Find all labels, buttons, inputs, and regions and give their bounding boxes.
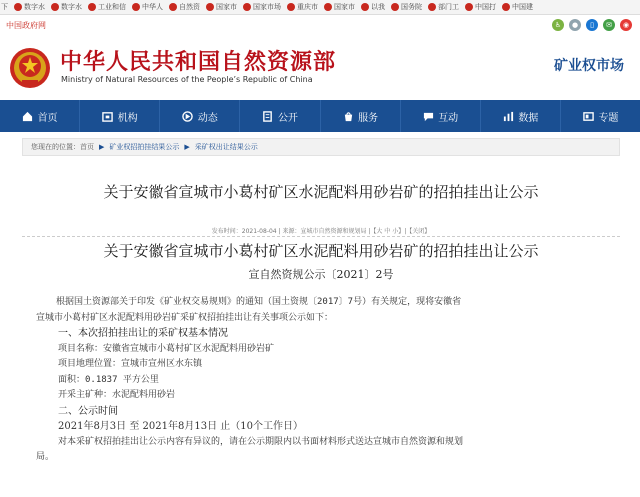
paragraph: 开采主矿种：水泥配料用砂岩 bbox=[58, 390, 176, 400]
bookmark-icon bbox=[14, 3, 22, 11]
national-emblem-icon bbox=[8, 44, 52, 92]
ministry-title-cn: 中华人民共和国自然资源部 bbox=[60, 50, 337, 75]
site-header bbox=[0, 35, 640, 100]
nav-label: 机构 bbox=[117, 112, 138, 124]
article-title: 关于安徽省宣城市小葛村矿区水泥配料用砂岩矿的招拍挂出让公示 bbox=[103, 183, 539, 201]
bookmark-icon bbox=[243, 3, 251, 11]
bookmark-icon bbox=[169, 3, 177, 11]
gov-portal-link[interactable]: 中国政府网 bbox=[6, 20, 46, 30]
bookmark-icon bbox=[465, 3, 473, 11]
top-bar bbox=[0, 15, 640, 35]
bookmark-item[interactable]: 工业和信 bbox=[85, 0, 129, 15]
document-title: 关于安徽省宣城市小葛村矿区水泥配料用砂岩矿的招拍挂出让公示 bbox=[103, 242, 539, 260]
bookmark-item[interactable]: 中华人 bbox=[129, 0, 166, 15]
wechat-icon[interactable]: ✉ bbox=[603, 19, 615, 31]
service-icon bbox=[342, 110, 354, 122]
bookmark-icon bbox=[88, 3, 96, 11]
divider bbox=[22, 236, 620, 237]
breadcrumb bbox=[22, 138, 620, 156]
bookmark-item[interactable]: 以我 bbox=[358, 0, 388, 15]
breadcrumb-separator-icon: ▶ bbox=[184, 143, 190, 151]
bookmark-item[interactable]: 国家市 bbox=[321, 0, 358, 15]
nav-organization[interactable] bbox=[80, 100, 160, 132]
bookmark-item[interactable]: 数字水 bbox=[11, 0, 48, 15]
bookmark-item[interactable]: 下 bbox=[1, 3, 8, 11]
nav-label: 互动 bbox=[438, 112, 459, 124]
mobile-icon[interactable]: ▯ bbox=[586, 19, 598, 31]
nav-label: 公开 bbox=[277, 112, 298, 124]
breadcrumb-separator-icon: ▶ bbox=[99, 143, 105, 151]
topic-icon bbox=[582, 110, 594, 122]
nav-home[interactable] bbox=[0, 100, 80, 132]
breadcrumb-item[interactable]: 矿业权招拍挂结果公示 bbox=[109, 143, 180, 151]
breadcrumb-home[interactable]: 您现在的位置：首页 bbox=[31, 143, 94, 151]
main-nav bbox=[0, 100, 640, 132]
nav-news[interactable] bbox=[160, 100, 240, 132]
accessibility-icon[interactable]: ♿ bbox=[552, 19, 564, 31]
bookmark-icon bbox=[206, 3, 214, 11]
nav-public[interactable] bbox=[240, 100, 320, 132]
bookmark-icon bbox=[502, 3, 510, 11]
nav-label: 动态 bbox=[197, 112, 218, 124]
breadcrumb-item[interactable]: 采矿权出让结果公示 bbox=[194, 143, 258, 151]
bookmarks-bar bbox=[0, 0, 640, 15]
paragraph: 2021年8月3日 至 2021年8月13日 止（10个工作日） bbox=[58, 421, 303, 432]
bookmark-icon bbox=[391, 3, 399, 11]
bookmark-icon bbox=[324, 3, 332, 11]
nav-label: 首页 bbox=[37, 112, 58, 124]
nav-interaction[interactable] bbox=[401, 100, 481, 132]
bookmark-item[interactable]: 中国打 bbox=[462, 0, 499, 15]
building-icon bbox=[102, 110, 114, 122]
paragraph: 项目名称：安徽省宣城市小葛村矿区水泥配料用砂岩矿 bbox=[58, 343, 275, 354]
bookmark-icon bbox=[51, 3, 59, 11]
chart-icon bbox=[502, 110, 514, 122]
nav-topics[interactable] bbox=[561, 100, 640, 132]
bookmark-item[interactable]: 中国建 bbox=[499, 0, 536, 15]
paragraph: 宣城市小葛村矿区水泥配料用砂岩矿采矿权招拍挂出让有关事项公示如下： bbox=[36, 312, 334, 323]
paragraph: 项目地理位置：宣城市宣州区水东镇 bbox=[58, 359, 203, 369]
section-title: 矿业权市场 bbox=[554, 58, 624, 74]
bookmark-item[interactable]: 国家市 bbox=[203, 0, 240, 15]
document-number: 宣自然资规公示〔2021〕2号 bbox=[248, 268, 394, 281]
bookmark-item[interactable]: 国务院 bbox=[388, 0, 425, 15]
bookmark-item[interactable]: 重庆市 bbox=[284, 0, 321, 15]
section-heading: 一、本次招拍挂出让的采矿权基本情况 bbox=[58, 328, 228, 339]
article-meta: 发布时间：2021-08-04 | 来源：宣城市自然资源和规划局 |【大 中 小】|【关闭】 bbox=[211, 228, 431, 235]
bookmark-item[interactable]: 数字水 bbox=[48, 0, 85, 15]
user-icon[interactable]: ● bbox=[569, 19, 581, 31]
bookmark-icon bbox=[132, 3, 140, 11]
nav-data[interactable] bbox=[481, 100, 561, 132]
paragraph: 局。 bbox=[36, 452, 55, 462]
bookmark-item[interactable]: 自然资 bbox=[166, 0, 203, 15]
news-icon bbox=[182, 110, 194, 122]
bookmark-icon bbox=[287, 3, 295, 11]
paragraph: 对本采矿权招拍挂出让公示内容有异议的，请在公示期限内以书面材料形式送达宣城市自然资源和规划 bbox=[58, 436, 464, 447]
chat-icon bbox=[422, 110, 434, 122]
ministry-title-en: Ministry of Natural Resources of the People’s Republic of China bbox=[61, 75, 313, 84]
nav-label: 数据 bbox=[518, 112, 539, 124]
nav-label: 服务 bbox=[358, 112, 379, 124]
bookmark-item[interactable]: 部门工 bbox=[425, 0, 462, 15]
bookmark-icon bbox=[361, 3, 369, 11]
paragraph: 面积：0.1837 平方公里 bbox=[58, 374, 159, 385]
article-body bbox=[36, 295, 618, 466]
section-heading: 二、公示时间 bbox=[58, 405, 118, 417]
nav-service[interactable] bbox=[321, 100, 401, 132]
nav-label: 专题 bbox=[598, 112, 619, 124]
bookmark-item[interactable]: 国家市场 bbox=[240, 0, 284, 15]
weibo-icon[interactable]: ◉ bbox=[620, 19, 632, 31]
document-icon bbox=[262, 110, 274, 122]
home-icon bbox=[22, 110, 34, 122]
paragraph: 根据国土资源部关于印发《矿业权交易规则》的通知（国土资规〔2017〕7号）有关规定，现将安徽省 bbox=[56, 297, 462, 307]
top-icons bbox=[552, 19, 632, 31]
bookmark-icon bbox=[428, 3, 436, 11]
